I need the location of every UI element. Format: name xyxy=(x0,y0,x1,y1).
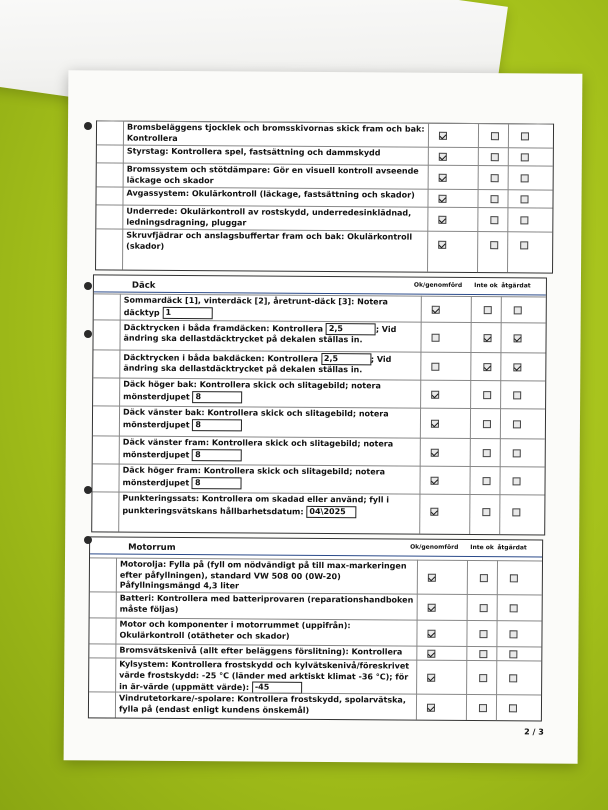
row-label: Styrstag: Kontrollera spel, fastsättning och dammskydd xyxy=(126,146,381,158)
row-text xyxy=(123,380,420,405)
checklist-row xyxy=(93,377,545,409)
ok-checkbox[interactable] xyxy=(427,674,435,682)
not-ok-checkbox[interactable] xyxy=(491,174,499,182)
ok-checkbox[interactable] xyxy=(427,630,435,638)
checklist-row xyxy=(93,435,545,467)
not-ok-checkbox[interactable] xyxy=(479,630,487,638)
row-text xyxy=(126,207,427,230)
not-ok-checkbox[interactable] xyxy=(484,306,492,314)
row-label: Sommardäck [1], vinterdäck [2], åretrunt-däck [3]: Notera däcktyp xyxy=(123,295,389,317)
section-header xyxy=(94,275,546,295)
fixed-checkbox[interactable] xyxy=(510,574,518,582)
fixed-checkbox[interactable] xyxy=(509,674,517,682)
inspection-sheet xyxy=(64,70,583,764)
fixed-checkbox[interactable] xyxy=(509,630,517,638)
fixed-checkbox[interactable] xyxy=(513,449,521,457)
fixed-checkbox[interactable] xyxy=(509,650,517,658)
section-header xyxy=(90,537,542,557)
not-ok-checkbox[interactable] xyxy=(482,508,490,516)
row-label: Däck vänster fram: Kontrollera skick och slitagebild; notera mönsterdjupet xyxy=(122,437,394,460)
ok-checkbox[interactable] xyxy=(431,477,439,485)
not-ok-checkbox[interactable] xyxy=(483,449,491,457)
row-text xyxy=(123,408,420,433)
not-ok-checkbox[interactable] xyxy=(483,420,491,428)
row-label: Avgassystem: Okulärkontroll (läckage, fastsättning och skador) xyxy=(126,188,415,200)
row-text xyxy=(127,189,428,202)
top-section xyxy=(95,120,554,273)
row-text xyxy=(124,322,421,347)
row-text xyxy=(119,660,416,695)
value-field[interactable]: 04\2025 xyxy=(306,505,356,517)
ok-checkbox[interactable] xyxy=(431,449,439,457)
checklist-row xyxy=(89,657,541,695)
value-field[interactable]: 2,5 xyxy=(321,353,371,365)
not-ok-checkbox[interactable] xyxy=(490,241,498,249)
section-title: Däck xyxy=(131,280,156,291)
row-text xyxy=(119,694,416,717)
row-text xyxy=(119,646,416,659)
value-field[interactable]: -45 xyxy=(252,682,302,694)
fixed-checkbox[interactable] xyxy=(520,195,528,203)
not-ok-checkbox[interactable] xyxy=(480,574,488,582)
row-label: Bromsvätskenivå (allt efter beläggens förslitning): Kontrollera xyxy=(119,645,403,657)
column-not-ok-header: Inte ok xyxy=(474,282,498,290)
row-label: Skruvfjädrar och anslagsbuffertar fram och bak: Okulärkontroll (skador) xyxy=(126,230,413,251)
ok-checkbox[interactable] xyxy=(428,604,436,612)
row-text xyxy=(126,231,427,254)
ok-checkbox[interactable] xyxy=(432,334,440,342)
not-ok-checkbox[interactable] xyxy=(483,477,491,485)
column-ok-header: Ok/genomförd xyxy=(410,543,459,551)
column-fixed-header: åtgärdat xyxy=(501,282,531,290)
motorrum-section xyxy=(88,536,543,721)
value-field[interactable]: 8 xyxy=(192,419,242,431)
row-text xyxy=(119,620,416,643)
fixed-checkbox[interactable] xyxy=(521,132,529,140)
ok-checkbox[interactable] xyxy=(431,391,439,399)
ok-checkbox[interactable] xyxy=(432,306,440,314)
ok-checkbox[interactable] xyxy=(427,704,435,712)
checklist-row xyxy=(93,349,545,381)
row-text xyxy=(127,165,428,188)
ok-checkbox[interactable] xyxy=(428,574,436,582)
row-text xyxy=(120,560,417,594)
not-ok-checkbox[interactable] xyxy=(479,704,487,712)
punch-hole xyxy=(84,282,92,290)
fixed-checkbox[interactable] xyxy=(512,508,520,516)
ok-checkbox[interactable] xyxy=(438,241,446,249)
fixed-checkbox[interactable] xyxy=(513,420,521,428)
row-label: Bromsbeläggens tjocklek och bromsskivornas skick fram och bak: Kontrollera xyxy=(126,122,425,143)
checklist-row xyxy=(93,319,545,353)
ok-checkbox[interactable] xyxy=(438,216,446,224)
not-ok-checkbox[interactable] xyxy=(479,650,487,658)
checklist-row xyxy=(90,557,542,595)
row-label: Batteri: Kontrollera med batteriprovaren (reparationshandboken måste följas) xyxy=(119,593,414,614)
punch-hole xyxy=(84,536,92,544)
fixed-checkbox[interactable] xyxy=(520,241,528,249)
ok-checkbox[interactable] xyxy=(427,650,435,658)
ok-checkbox[interactable] xyxy=(439,153,447,161)
not-ok-checkbox[interactable] xyxy=(484,334,492,342)
row-label: Bromssystem och stötdämpare: Gör en visuell kontroll avseende läckage och skador xyxy=(126,164,419,185)
dack-section xyxy=(91,274,547,535)
checklist-row xyxy=(89,691,541,721)
row-text xyxy=(122,494,419,519)
punch-hole xyxy=(84,330,92,338)
not-ok-checkbox[interactable] xyxy=(490,216,498,224)
ok-checkbox[interactable] xyxy=(431,363,439,371)
not-ok-checkbox[interactable] xyxy=(491,132,499,140)
not-ok-checkbox[interactable] xyxy=(491,153,499,161)
not-ok-checkbox[interactable] xyxy=(479,674,487,682)
row-label: Däcktrycken i båda framdäcken: Kontrollera xyxy=(123,323,324,334)
row-note: ; Vid ändring ska dellastdäcktrycket på dekalen ställas in. xyxy=(123,354,392,375)
punch-hole xyxy=(84,122,92,130)
not-ok-checkbox[interactable] xyxy=(483,391,491,399)
fixed-checkbox[interactable] xyxy=(521,153,529,161)
fixed-checkbox[interactable] xyxy=(520,216,528,224)
fixed-checkbox[interactable] xyxy=(509,704,517,712)
ok-checkbox[interactable] xyxy=(439,132,447,140)
value-field[interactable]: 8 xyxy=(192,449,242,461)
value-field[interactable]: 8 xyxy=(192,477,242,489)
column-ok-header: Ok/genomförd xyxy=(413,281,463,289)
ok-checkbox[interactable] xyxy=(430,508,438,516)
not-ok-checkbox[interactable] xyxy=(490,195,498,203)
row-text xyxy=(123,438,420,463)
page-number: 2 / 3 xyxy=(524,727,544,737)
checklist-row xyxy=(96,228,552,258)
section-title: Motorrum xyxy=(128,542,176,553)
not-ok-checkbox[interactable] xyxy=(483,363,491,371)
not-ok-checkbox[interactable] xyxy=(480,604,488,612)
value-field[interactable]: 1 xyxy=(162,306,212,318)
fixed-checkbox[interactable] xyxy=(513,477,521,485)
row-label: Motor och komponenter i motorrummet (uppifrån): Okulärkontroll (otätheter och skador) xyxy=(119,619,351,641)
row-label: Underrede: Okulärkontroll av rostskydd, underredesinklädnad, ledningsdragning, pluggar xyxy=(126,206,412,227)
checklist-row xyxy=(92,491,544,529)
row-label: Däck höger bak: Kontrollera skick och slitagebild; notera mönsterdjupet xyxy=(123,379,381,402)
fixed-checkbox[interactable] xyxy=(514,334,522,342)
fixed-checkbox[interactable] xyxy=(521,174,529,182)
row-text xyxy=(124,296,421,321)
row-text xyxy=(123,352,420,377)
value-field[interactable]: 2,5 xyxy=(326,323,376,335)
column-fixed-header: åtgärdat xyxy=(497,544,527,552)
row-label: Vindrutetorkare/-spolare: Kontrollera frostskydd, spolarvätska, fylla på (endast enligt kundens önskemål) xyxy=(118,693,406,715)
fixed-checkbox[interactable] xyxy=(510,604,518,612)
punch-hole xyxy=(84,486,92,494)
row-text xyxy=(120,594,417,617)
row-label: Punkteringssats: Kontrollera om skadad eller använd; fyll i punkteringsvätskans hållbarhetsdatum: xyxy=(122,493,390,516)
ok-checkbox[interactable] xyxy=(431,420,439,428)
ok-checkbox[interactable] xyxy=(438,195,446,203)
fixed-checkbox[interactable] xyxy=(513,363,521,371)
ok-checkbox[interactable] xyxy=(439,174,447,182)
row-label: Däcktrycken i båda bakdäcken: Kontrollera xyxy=(123,353,319,364)
row-text xyxy=(127,147,428,160)
row-text xyxy=(122,466,419,491)
row-label: Däck vänster bak: Kontrollera skick och slitagebild; notera mönsterdjupet xyxy=(122,407,389,430)
row-label: Motorolja: Fylla på (fyll om nödvändigt på till max-markeringen efter påfyllningen), standard VW 508 00 (0W-20) Påfyllningsmängd 4,3 liter xyxy=(119,559,407,591)
fixed-checkbox[interactable] xyxy=(513,391,521,399)
row-label: Däck höger fram: Kontrollera skick och slitagebild; notera mönsterdjupet xyxy=(122,465,386,488)
fixed-checkbox[interactable] xyxy=(514,306,522,314)
row-text xyxy=(127,123,428,146)
row-label: Kylsystem: Kontrollera frostskydd och kylvätskenivå/föreskrivet värde frostskydd: -25 °C (länder med arktiskt klimat -36 °C); för in är-värde (uppmätt värde): xyxy=(119,659,410,692)
column-not-ok-header: Inte ok xyxy=(470,544,494,552)
checklist-row xyxy=(93,405,545,439)
checklist-row xyxy=(92,463,544,495)
value-field[interactable]: 8 xyxy=(193,391,243,403)
row-note: ; Vid ändring ska dellastdäcktrycket på dekalen ställas in. xyxy=(123,324,397,345)
